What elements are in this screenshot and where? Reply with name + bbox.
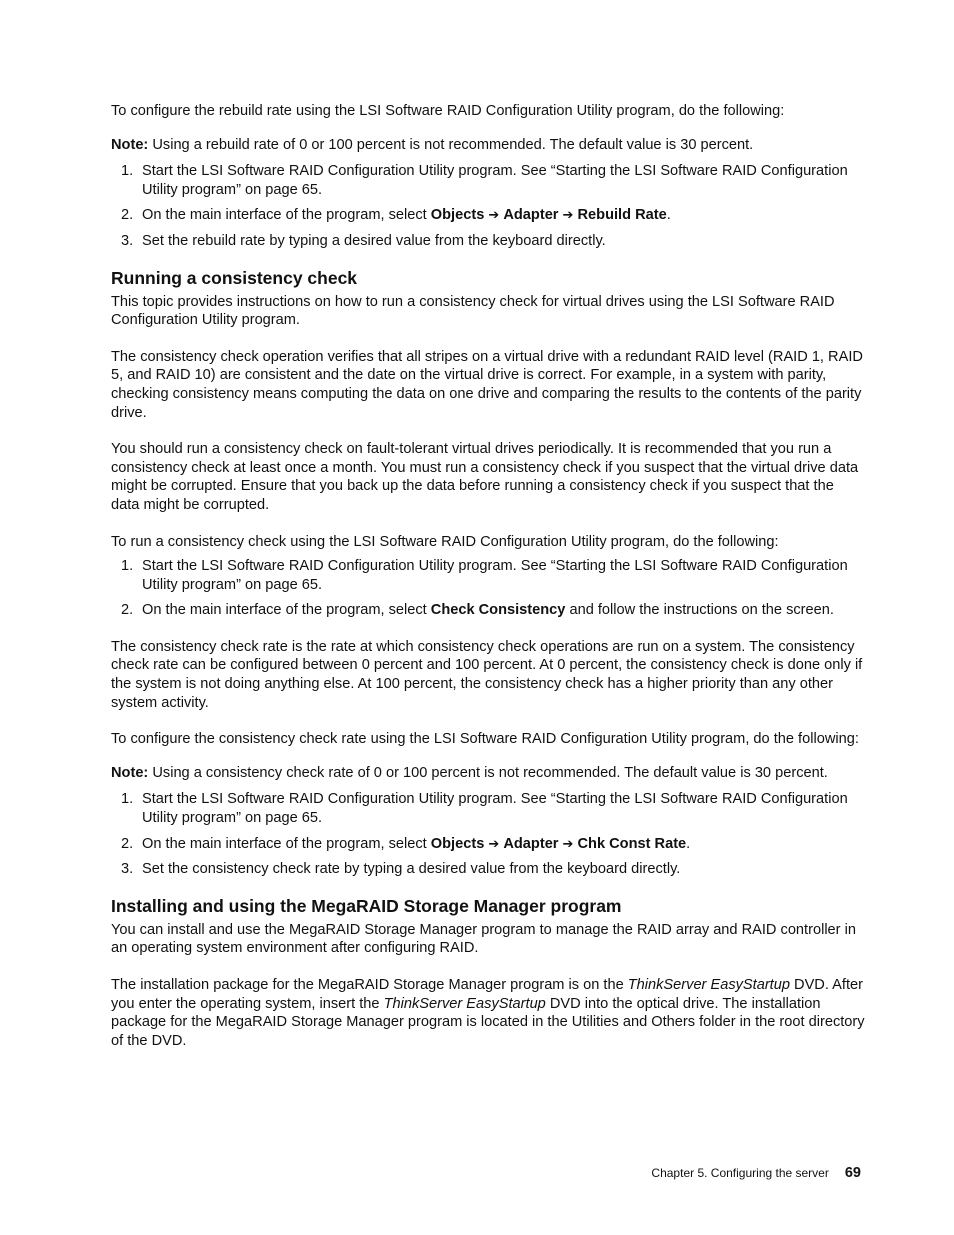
arrow-right-icon: ➔ — [562, 835, 574, 851]
list-item: 2. On the main interface of the program, select Objects ➔ Adapter ➔ Rebuild Rate. — [121, 207, 671, 224]
menu-check-consistency: Check Consistency — [430, 602, 566, 619]
arrow-right-icon: ➔ — [562, 207, 574, 223]
paragraph: This topic provides instructions on how to run a consistency check for virtual drives using the LSI Software RAID Configuration Utility program. — [111, 293, 835, 329]
paragraph: The consistency check rate is the rate at which consistency check operations are run on a system. The consistency check rate can be configured between 0 percent and 100 percent. At 0 percent, the consistency check is done only if the system is not doing anything else. At 100 percent, the consistency check has a higher priority than any other system activity. — [111, 638, 863, 711]
section-heading-megaraid: Installing and using the MegaRAID Storage Manager program — [111, 895, 622, 916]
rebuild-intro: To configure the rebuild rate using the LSI Software RAID Configuration Utility program, do the following: — [111, 103, 785, 119]
menu-path-adapter: Adapter — [503, 835, 559, 852]
menu-path-rebuild-rate: Rebuild Rate — [577, 207, 667, 224]
menu-path-chk-const-rate: Chk Const Rate — [577, 835, 687, 852]
footer-chapter: Chapter 5. Configuring the server — [651, 1166, 829, 1180]
product-name-easystartup: ThinkServer EasyStartup — [383, 995, 546, 1012]
run-check-steps-list — [111, 557, 866, 620]
list-item: 3. Set the consistency check rate by typing a desired value from the keyboard directly. — [121, 861, 681, 878]
arrow-right-icon: ➔ — [488, 835, 500, 851]
note-text: Using a rebuild rate of 0 or 100 percent is not recommended. The default value is 30 percent. — [152, 136, 754, 153]
list-item: 2. On the main interface of the program, select Objects ➔ Adapter ➔ Chk Const Rate. — [121, 835, 691, 852]
page-number: 69 — [844, 1165, 861, 1181]
note-rebuild — [111, 136, 866, 155]
rate-steps-list — [111, 790, 866, 878]
paragraph-installation-package: The installation package for the MegaRAID Storage Manager program is on the ThinkServer EasyStartup DVD. After you enter the operating system, insert the ThinkServer EasyStartup DVD into the optical drive. The installation package for the MegaRAID Storage Manager program is located in the Utilities and Others folder in the root directory of the DVD. — [111, 977, 865, 1049]
list-item: 2. On the main interface of the program, select Check Consistency and follow the instructions on the screen. — [121, 602, 834, 619]
list-item: 1. Start the LSI Software RAID Configuration Utility program. See “Starting the LSI Software RAID Configuration Utility program” on page 65. — [121, 791, 848, 827]
arrow-right-icon: ➔ — [488, 207, 500, 223]
note-consistency — [111, 764, 866, 783]
list-item: 1. Start the LSI Software RAID Configuration Utility program. See “Starting the LSI Software RAID Configuration Utility program” on page 65. — [121, 558, 848, 593]
paragraph: The consistency check operation verifies that all stripes on a virtual drive with a redundant RAID level (RAID 1, RAID 5, and RAID 10) are consistent and the date on the virtual drive is correct. For example, in a system with parity, checking consistency means computing the data on one drive and comparing the results to the contents of the parity drive. — [111, 348, 863, 421]
paragraph: You should run a consistency check on fault-tolerant virtual drives periodically. It is recommended that you run a consistency check at least once a month. You must run a consistency check if you suspect that the virtual drive data might be corrupted. Ensure that you back up the data before running a consistency check if you suspect that the data might be corrupted. — [111, 441, 859, 513]
paragraph: To configure the consistency check rate using the LSI Software RAID Configuration Utility program, do the following: — [111, 731, 859, 748]
menu-path-objects: Objects — [430, 207, 485, 224]
section-heading-consistency: Running a consistency check — [111, 267, 358, 288]
page-footer — [651, 1164, 861, 1183]
list-item: 3. Set the rebuild rate by typing a desired value from the keyboard directly. — [121, 232, 606, 249]
product-name-easystartup: ThinkServer EasyStartup — [627, 977, 790, 993]
rebuild-steps-list — [111, 162, 866, 250]
list-item: 1. Start the LSI Software RAID Configuration Utility program. See “Starting the LSI Software RAID Configuration Utility program” on page 65. — [121, 163, 848, 198]
note-label: Note: — [111, 764, 149, 781]
note-label: Note: — [111, 136, 149, 153]
document-page — [111, 102, 866, 1068]
paragraph: You can install and use the MegaRAID Storage Manager program to manage the RAID array and RAID controller in an operating system environment after configuring RAID. — [111, 921, 856, 957]
note-text: Using a consistency check rate of 0 or 100 percent is not recommended. The default value is 30 percent. — [152, 764, 828, 781]
menu-path-adapter: Adapter — [503, 207, 559, 224]
menu-path-objects: Objects — [430, 835, 485, 852]
paragraph: To run a consistency check using the LSI Software RAID Configuration Utility program, do the following: — [111, 533, 779, 550]
